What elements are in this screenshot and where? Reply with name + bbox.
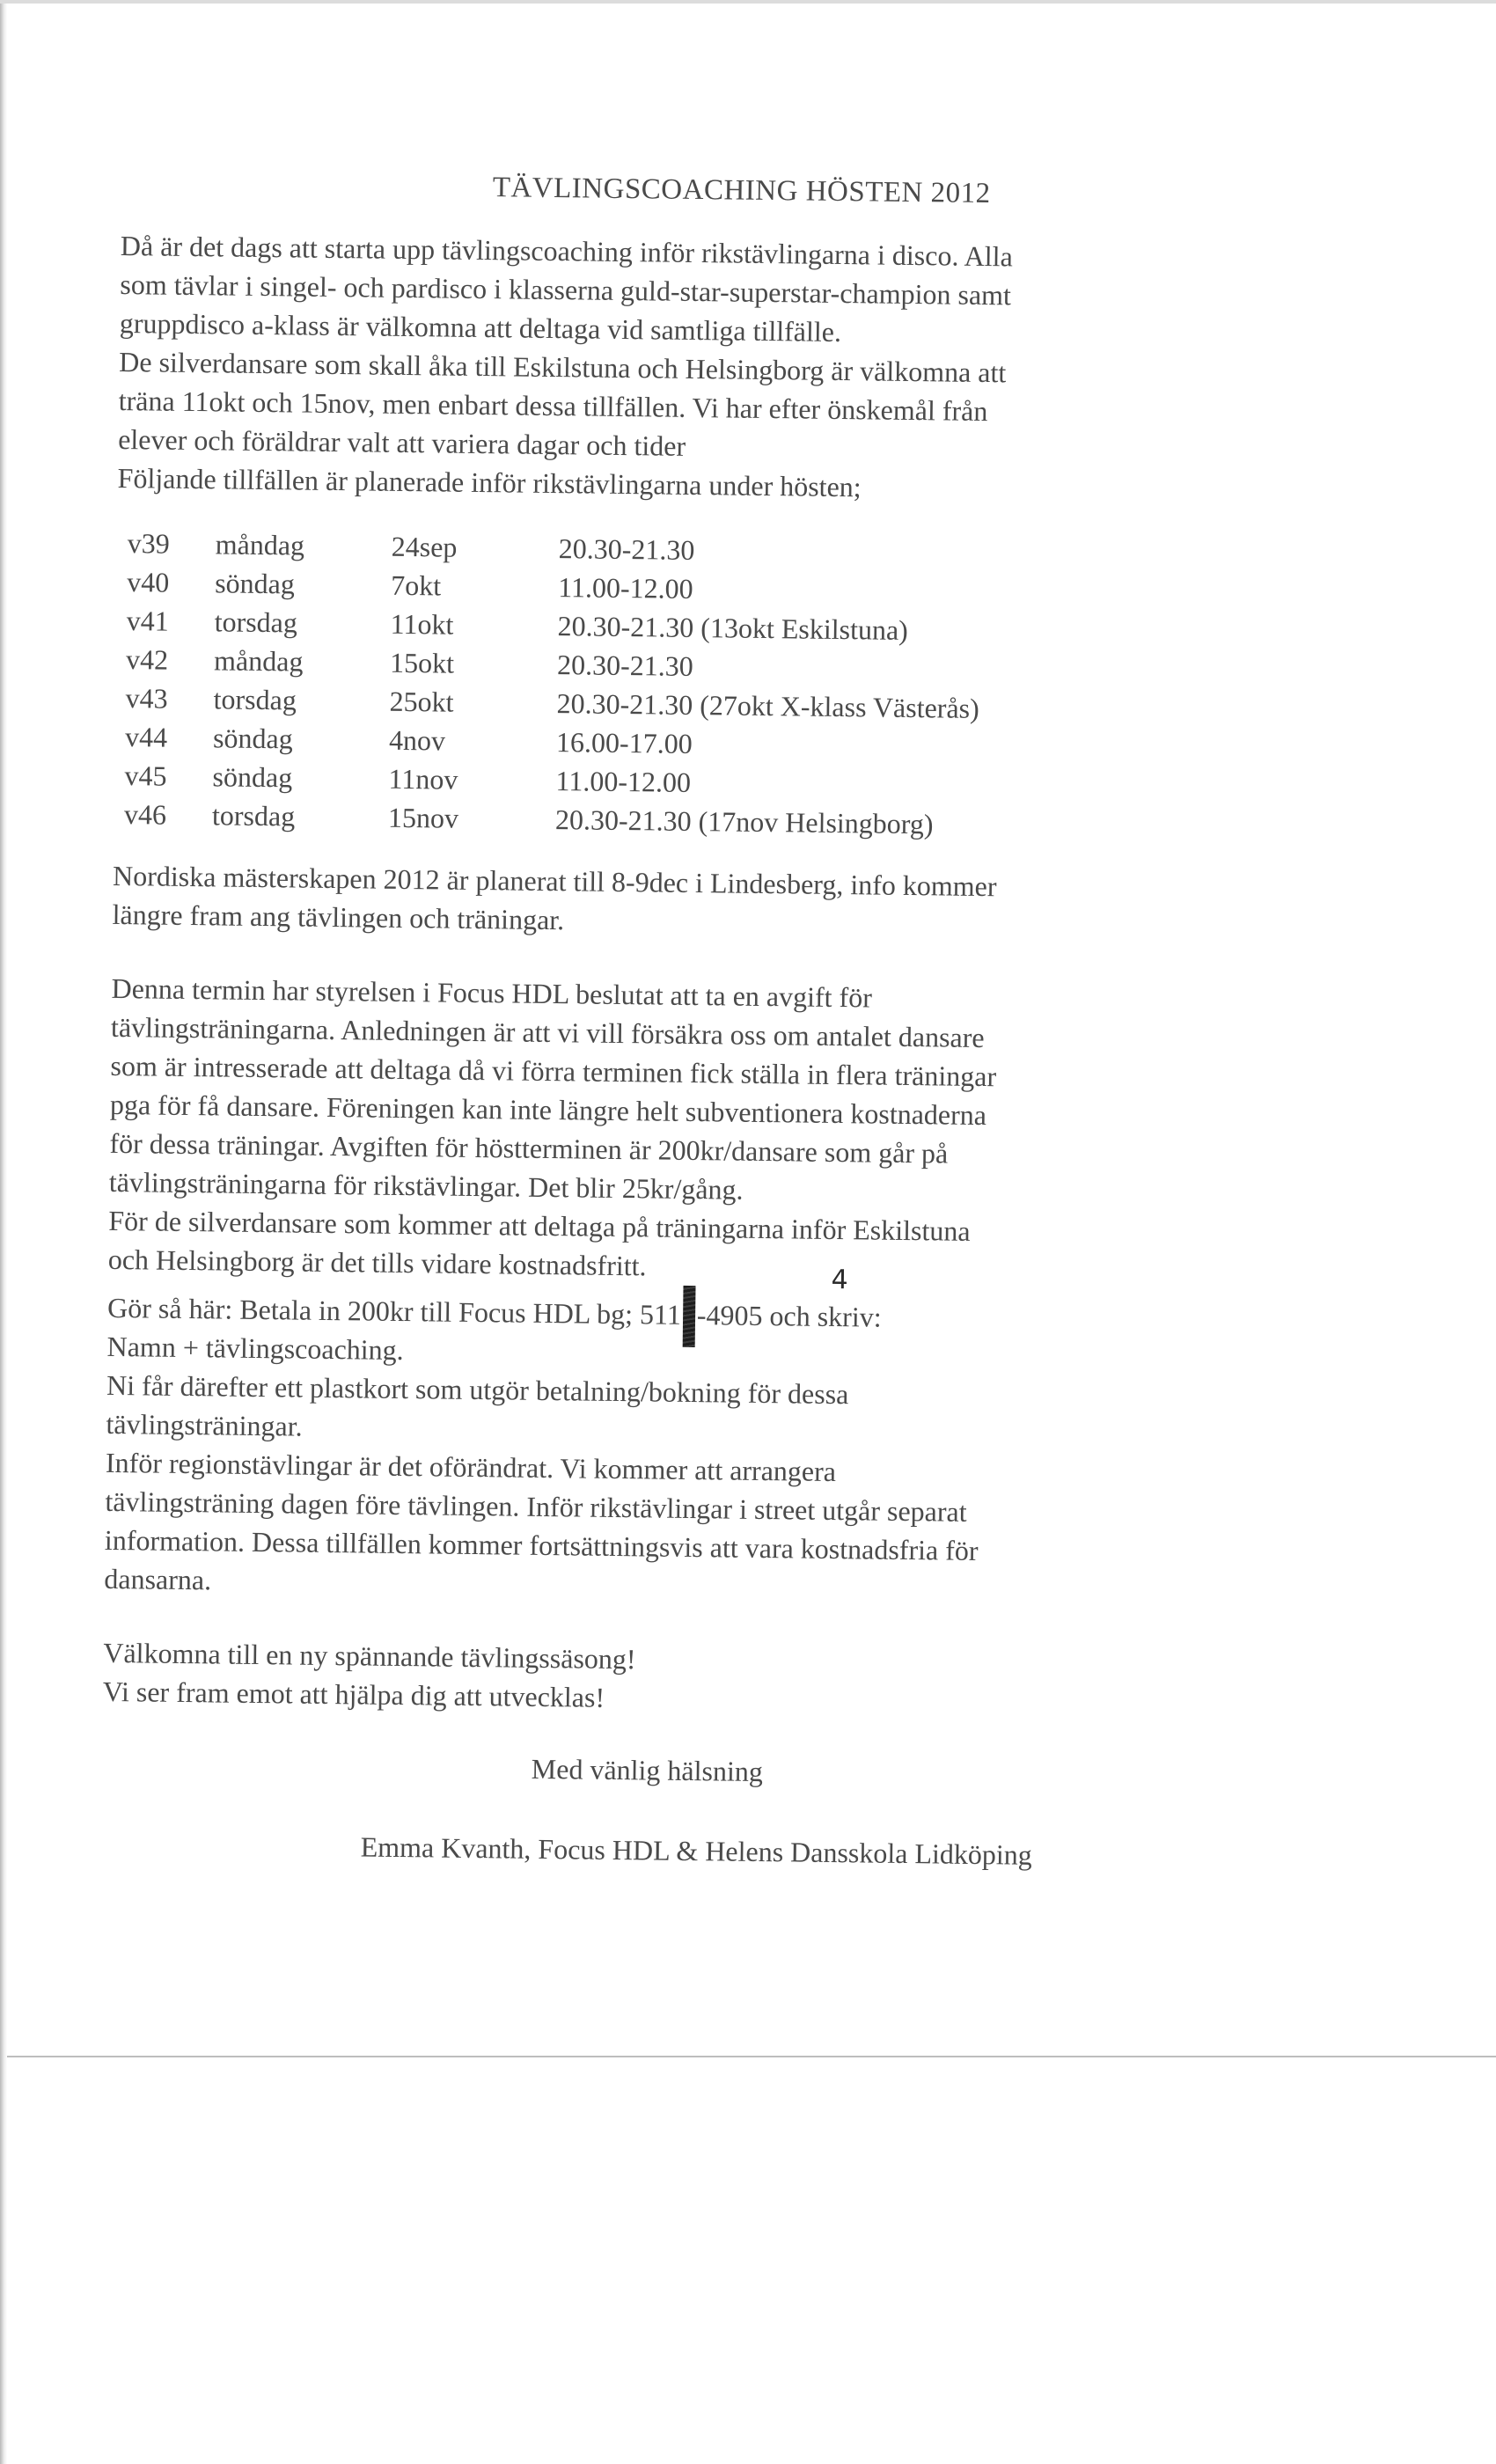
intro-paragraph [117, 226, 1326, 512]
fee-line: pga för få dansare. Föreningen kan inte längre helt subventionera kostnaderna [109, 1088, 987, 1132]
schedule-day: måndag [213, 644, 304, 678]
schedule-week: v42 [125, 643, 169, 676]
info-line: tävlingsträning dagen före tävlingen. Inför rikstävlingar i street utgår separat [105, 1485, 967, 1528]
welcome-line: Välkomna till en ny spännande tävlingssäsong! [103, 1636, 636, 1676]
scan-top-edge [0, 0, 1496, 4]
schedule-day: måndag [215, 528, 305, 561]
schedule-time: 20.30-21.30 (17nov Helsingborg) [554, 803, 934, 840]
welcome-paragraph [103, 1633, 1309, 1726]
schedule-date: 24sep [391, 530, 458, 563]
schedule-day: söndag [212, 760, 293, 794]
intro-line: Då är det dags att starta upp tävlingscoaching inför rikstävlingarna i disco. Alla [120, 229, 1013, 273]
letter-content [100, 167, 1326, 1875]
schedule-week: v46 [123, 798, 167, 831]
schedule-date: 4nov [388, 723, 446, 757]
schedule-time: 11.00-12.00 [555, 765, 692, 798]
letter-title: TÄVLINGSCOACHING HÖSTEN 2012 [492, 172, 991, 210]
schedule-week: v45 [124, 759, 167, 792]
intro-line: elever och föräldrar valt att variera dagar och tider [118, 422, 686, 462]
schedule-time: 16.00-17.00 [555, 726, 693, 759]
scan-left-edge [0, 0, 7, 2464]
fee-paragraph [104, 969, 1317, 1613]
nordic-line: Nordiska mästerskapen 2012 är planerat till 8-9dec i Lindesberg, info kommer [112, 859, 997, 903]
schedule-day: söndag [212, 722, 293, 755]
schedule-week: v41 [126, 605, 169, 637]
closing-greeting: Med vänlig hälsning [531, 1752, 764, 1788]
intro-line: träna 11okt och 15nov, men enbart dessa tillfällen. Vi har efter önskemål från [118, 384, 988, 428]
schedule-week: v44 [124, 721, 168, 753]
schedule-date: 15okt [389, 646, 455, 679]
schedule-time: 20.30-21.30 (13okt Eskilstuna) [557, 610, 909, 646]
intro-line: som tävlar i singel- och pardisco i klasserna guld-star-superstar-champion samt [120, 268, 1012, 312]
schedule-time: 20.30-21.30 [556, 649, 693, 682]
info-line: Namn + tävlingscoaching. [106, 1330, 404, 1367]
schedule-day: söndag [215, 567, 296, 600]
payment-text-before: Gör så här: Betala in 200kr till Focus HDL bg; 511 [106, 1291, 682, 1331]
nordic-line: längre fram ang tävlingen och träningar. [112, 898, 565, 936]
welcome-line: Vi ser fram emot att hjälpa dig att utvecklas! [102, 1675, 605, 1713]
intro-line: Följande tillfällen är planerade inför rikstävlingarna under hösten; [117, 461, 862, 503]
info-line: dansarna. [104, 1562, 212, 1596]
schedule-date: 7okt [391, 568, 442, 602]
schedule-date: 25okt [389, 685, 454, 718]
fee-line: För de silverdansare som kommer att deltaga på träningarna inför Eskilstuna [108, 1204, 971, 1247]
paper-fold-line [7, 2056, 1496, 2057]
schedule-date: 11nov [388, 762, 458, 796]
schedule-time: 20.30-21.30 (27okt X-klass Västerås) [556, 687, 979, 724]
schedule-date: 15nov [387, 801, 459, 834]
handwritten-correction-mark [682, 1286, 695, 1347]
schedule-day: torsdag [211, 799, 296, 832]
fee-line: Denna termin har styrelsen i Focus HDL beslutat att ta en avgift för [111, 972, 873, 1014]
schedule-day: torsdag [214, 605, 298, 639]
schedule-day: torsdag [213, 683, 297, 716]
info-line: tävlingsträningar. [106, 1407, 303, 1442]
handwritten-digit: 4 [831, 1264, 848, 1296]
fee-line: och Helsingborg är det tills vidare kostnadsfritt. [107, 1243, 647, 1282]
fee-line: tävlingsträningarna. Anledningen är att vi vill försäkra oss om antalet dansare [110, 1010, 985, 1054]
fee-line: för dessa träningar. Avgiften för höstterminen är 200kr/dansare som går på [109, 1126, 949, 1170]
schedule-time: 11.00-12.00 [557, 571, 693, 605]
intro-line: gruppdisco a-klass är välkomna att deltaga vid samtliga tillfälle. [119, 306, 842, 348]
schedule-week: v39 [127, 527, 170, 560]
info-line: Ni får därefter ett plastkort som utgör betalning/bokning för dessa [106, 1368, 849, 1411]
fee-line: som är intresserade att deltaga då vi förra terminen fick ställa in flera träningar [110, 1049, 997, 1093]
intro-line: De silverdansare som skall åka till Eskilstuna och Helsingborg är välkomna att [119, 345, 1007, 389]
schedule-time: 20.30-21.30 [558, 532, 695, 566]
fee-line: tävlingsträningarna för rikstävlingar. Det blir 25kr/gång. [108, 1165, 744, 1206]
signature: Emma Kvanth, Focus HDL & Helens Dansskola Lidköping [360, 1830, 1033, 1871]
nordic-paragraph [112, 856, 1318, 949]
schedule-date: 11okt [390, 607, 454, 641]
schedule-week: v43 [125, 682, 168, 715]
info-line: Inför regionstävlingar är det oförändrat. Vi kommer att arrangera [105, 1446, 837, 1488]
info-line: information. Dessa tillfällen kommer fortsättningsvis att vara kostnadsfria för [104, 1523, 979, 1567]
schedule-table [124, 524, 1323, 848]
schedule-week: v40 [127, 566, 170, 598]
payment-text-after: -4905 och skriv: [696, 1299, 882, 1333]
